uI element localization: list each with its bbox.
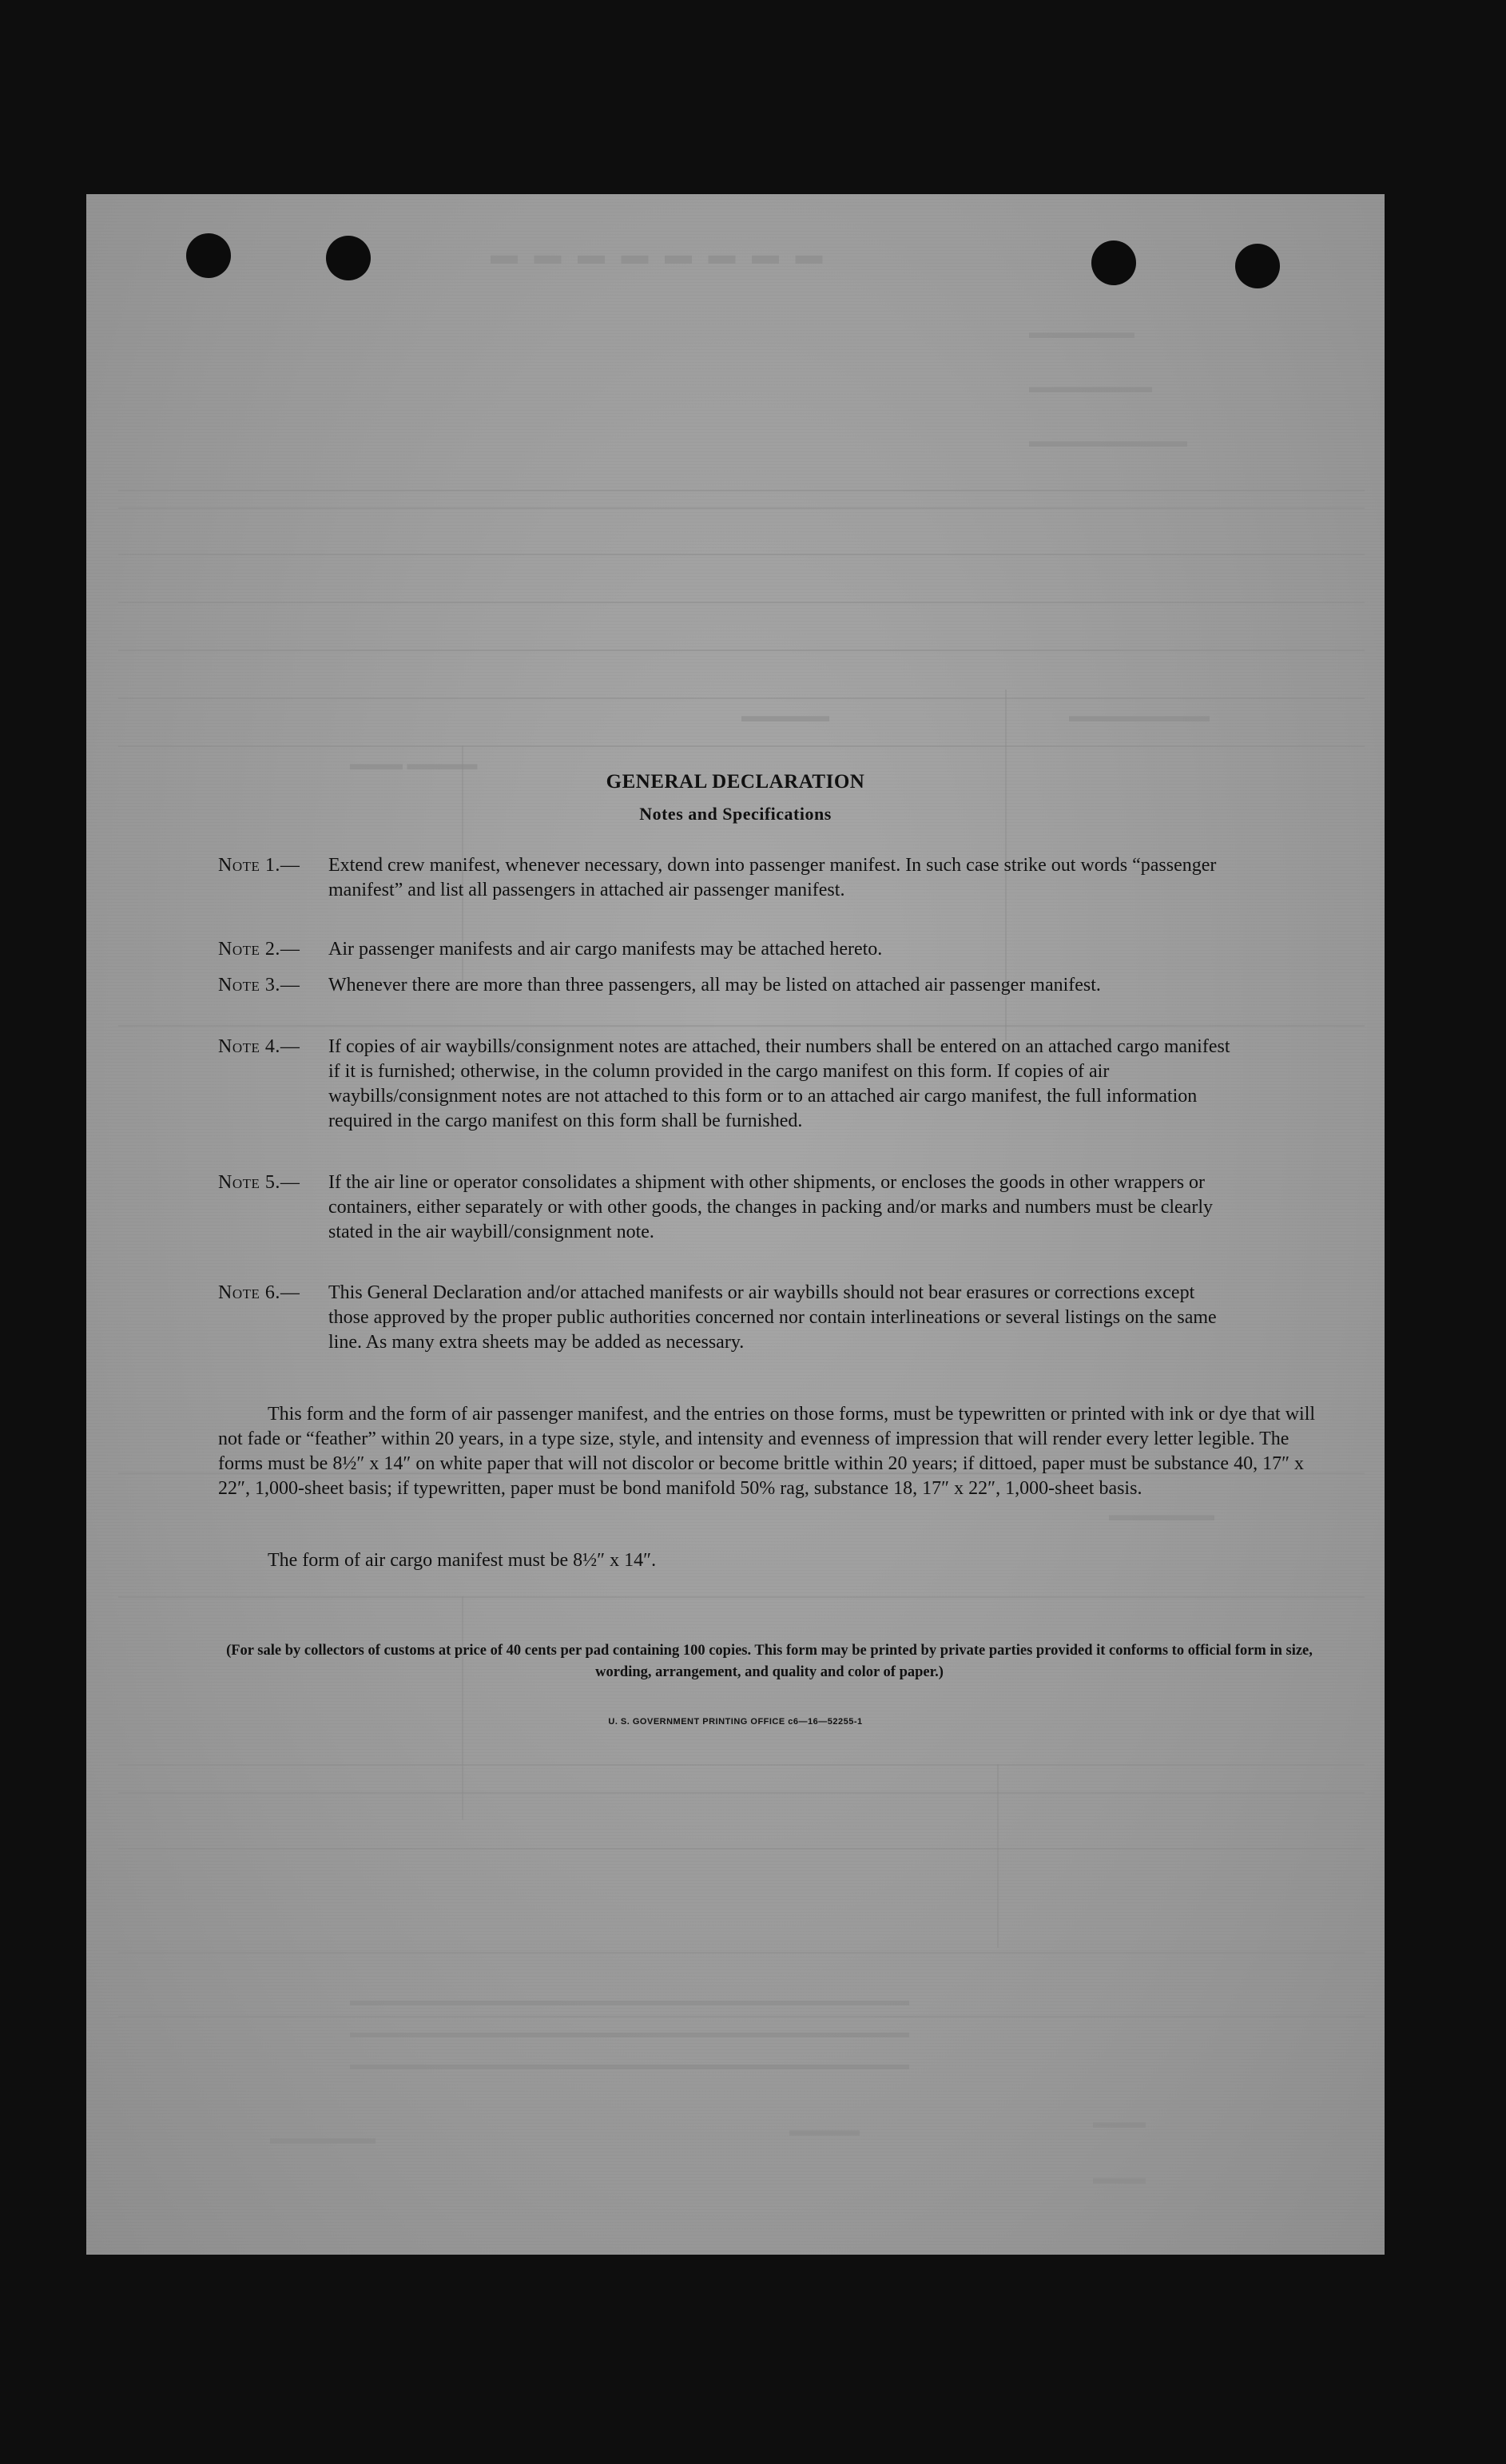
- note-label: Note 4.—: [218, 1036, 300, 1057]
- note-4: [218, 1035, 1233, 1134]
- note-6: [218, 1281, 1233, 1355]
- document-title: GENERAL DECLARATION: [606, 771, 865, 793]
- document-subtitle: Notes and Specifications: [639, 804, 832, 824]
- note-label: Note 6.—: [218, 1282, 300, 1303]
- note-text: Extend crew manifest, whenever necessary, down into passenger manifest. In such case strike out words “passenger manifest” and list all passengers in attached air passenger manifest.: [328, 855, 1217, 900]
- note-text: If copies of air waybills/consignment notes are attached, their numbers shall be entered on an attached cargo manifest if it is furnished; otherwise, in the column provided in the cargo manifest on this form. If copies of air waybills/consignment notes are not attached to this form or to an attached air cargo manifest, the full information required in the cargo manifest on this form shall be furnished.: [328, 1036, 1230, 1131]
- document-sheet: ▬ ▬ ▬ ▬ ▬ ▬ ▬ ▬ ▬▬▬▬▬▬ ▬▬▬▬▬▬▬ ▬▬▬▬▬▬▬▬▬ ▬▬▬▬▬▬▬▬ ▬▬▬▬▬ ▬▬▬▬ ▬▬▬ ▬▬▬▬▬▬ ▬▬▬▬▬▬▬▬▬▬▬▬▬▬▬▬▬▬▬▬▬▬▬▬▬▬▬▬▬▬▬▬▬▬▬ ▬▬▬▬▬▬▬▬▬▬▬▬▬▬▬▬▬▬▬▬▬▬▬▬▬▬▬▬▬▬▬▬▬▬▬ ▬▬▬▬▬▬▬▬▬▬▬▬▬▬▬▬▬▬▬▬▬▬▬▬▬▬▬▬▬▬▬▬▬▬▬ ▬▬▬ ▬▬▬▬ ▬▬▬▬▬▬ ▬▬▬ GENERAL DECLARATION Notes and Specifications Note 1.— Extend crew manifest, whenever necessary, down into passenger manifest. In such case strike out words “passenger manifest” and list all passengers in attached air passenger manifest. Note 2.— Air passenger manifests and air cargo manifests may be attached hereto. Note 3.— Whenever there are more than three passengers, all may be listed on attached air passenger manifest. Note 4.— If copies of air waybills/consignment notes are attached, their numbers shall be entered on an attached cargo manifest if it is furnished; otherwise, in the column provided in the cargo manifest on this form. If copies of air waybills/consignment notes are not attached to this form or to an attached air cargo manifest, the full information required in the cargo manifest on this form shall be furnished. Note 5.— If the air line or operator consolidates a shipment with other shipments, or encloses the goods in other wrappers or containers, either separately or with other goods, the changes in packing and/or marks and numbers must be clearly stated in the air waybill/consignment note. Note 6.— This General Declaration and/or attached manifests or air waybills should not bear erasures or corrections except those approved by the proper public authorities concerned nor contain interlineations or several listings on the same line. As many extra sheets may be added as necessary. This form and the form of air passenger manifest, and the entries on those forms, must be typewritten or printed with ink or dye that will not fade or “feather” within 20 years, in a type size, style, and intensity and evenness of impression that will render every letter legible. The forms must be 8½″ x 14″ on white paper that will not discolor or become brittle within 20 years; if dittoed, paper must be substance 40, 17″ x 22″, 1,000-sheet basis; if typewritten, paper must be bond manifold 50% rag, substance 18, 17″ x 22″, 1,000-sheet basis. The form of air cargo manifest must be 8½″ x 14″. (For sale by collectors of customs at price of 40 cents per pad containing 100 copies. This form may be printed by private parties provided it conforms to official form in size, wording, arrangement, and quality and color of paper.) U. S. GOVERNMENT PRINTING OFFICE c6—16—52255-1: [86, 194, 1385, 2255]
- cargo-form-size: The form of air cargo manifest must be 8½″ x 14″.: [268, 1550, 657, 1571]
- specification-paragraph: This form and the form of air passenger manifest, and the entries on those forms, must be typewritten or printed with ink or dye that will not fade or “feather” within 20 years, in a type size, style, and intensity and evenness of impression that will render every letter legible. The forms must be 8½″ x 14″ on white paper that will not discolor or become brittle within 20 years; if dittoed, paper must be substance 40, 17″ x 22″, 1,000-sheet basis; if typewritten, paper must be bond manifold 50% rag, substance 18, 17″ x 22″, 1,000-sheet basis.: [218, 1404, 1316, 1499]
- document-content: [86, 194, 1385, 2255]
- note-label: Note 5.—: [218, 1172, 300, 1193]
- sale-notice: (For sale by collectors of customs at price of 40 cents per pad containing 100 copies. This form may be printed by private parties provided it conforms to official form in size, wording, arrangement, and quality and color of paper.): [226, 1643, 1313, 1680]
- note-text: This General Declaration and/or attached manifests or air waybills should not bear erasures or corrections except those approved by the proper public authorities concerned nor contain interlineations or several listings on the same line. As many extra sheets may be added as necessary.: [328, 1282, 1217, 1353]
- note-text: If the air line or operator consolidates a shipment with other shipments, or encloses the goods in other wrappers or containers, either separately or with other goods, the changes in packing and/or marks and numbers must be clearly stated in the air waybill/consignment note.: [328, 1172, 1213, 1242]
- note-label: Note 3.—: [218, 975, 300, 996]
- note-5: [218, 1170, 1233, 1245]
- note-1: [218, 853, 1233, 903]
- note-label: Note 2.—: [218, 939, 300, 960]
- note-text: Air passenger manifests and air cargo manifests may be attached hereto.: [328, 939, 883, 960]
- note-3: [218, 973, 1233, 998]
- note-text: Whenever there are more than three passengers, all may be listed on attached air passenger manifest.: [328, 975, 1101, 996]
- note-label: Note 1.—: [218, 855, 300, 876]
- note-2: [218, 937, 1233, 962]
- printer-line: U. S. GOVERNMENT PRINTING OFFICE c6—16—52255-1: [608, 1717, 863, 1727]
